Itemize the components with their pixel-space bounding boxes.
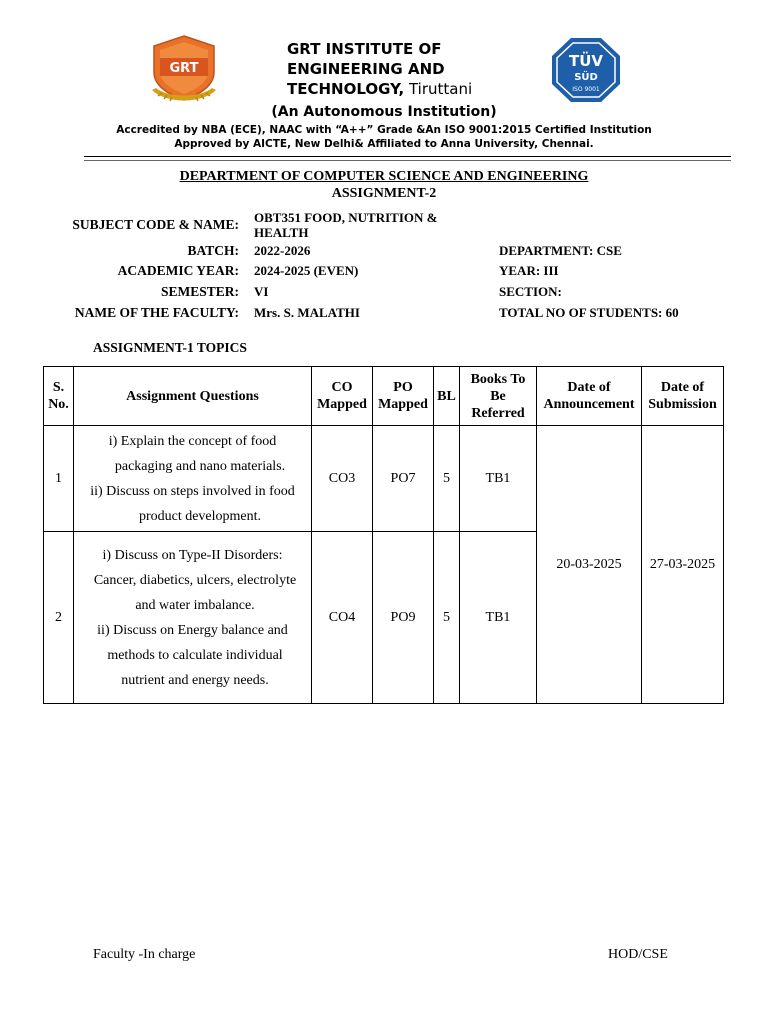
subject-label: SUBJECT CODE & NAME: <box>72 217 239 232</box>
row-po: PO9 <box>373 532 434 704</box>
grt-logo <box>146 34 222 106</box>
announcement-date: 20-03-2025 <box>537 426 642 704</box>
institute-name-line3: TECHNOLOGY, <box>287 80 405 98</box>
tuv-logo-text-2: SÜD <box>574 72 598 83</box>
hod-signature: HOD/CSE <box>608 947 668 962</box>
institute-name <box>287 39 517 99</box>
autonomous-label: (An Autonomous Institution) <box>271 104 497 120</box>
department-title: DEPARTMENT OF COMPUTER SCIENCE AND ENGINEERING <box>179 169 589 184</box>
subject-value: OBT351 FOOD, NUTRITION & HEALTH <box>254 210 438 240</box>
grt-logo-text: GRT <box>169 61 199 76</box>
table-row <box>44 426 724 532</box>
total-students-field: TOTAL NO OF STUDENTS: 60 <box>499 305 679 320</box>
header-co-mapped: CO Mapped <box>312 367 373 426</box>
assignment-title: ASSIGNMENT-2 <box>331 186 437 201</box>
topics-title: ASSIGNMENT-1 TOPICS <box>93 340 247 355</box>
faculty-label: NAME OF THE FACULTY: <box>74 305 239 320</box>
table-header-row <box>44 367 724 426</box>
accreditation-text <box>0 123 768 151</box>
institute-name-line2: ENGINEERING AND <box>287 60 445 78</box>
header-divider-thin <box>84 160 731 161</box>
assignment-table <box>43 366 724 704</box>
accreditation-line: Accredited by NBA (ECE), NAAC with “A++” Grade &An ISO 9001:2015 Certified Institution <box>116 124 652 136</box>
row-book: TB1 <box>460 426 537 532</box>
faculty-in-charge-signature: Faculty -In charge <box>93 947 196 962</box>
header-divider <box>84 156 731 157</box>
department-field: DEPARTMENT: CSE <box>499 243 622 258</box>
tuv-logo-text-1: TÜV <box>568 52 604 70</box>
row-sno: 2 <box>44 532 74 704</box>
header-po-mapped: PO Mapped <box>373 367 434 426</box>
header-announcement-date: Date of Announcement <box>537 367 642 426</box>
submission-date: 27-03-2025 <box>642 426 724 704</box>
batch-label: BATCH: <box>187 243 239 258</box>
row-bl: 5 <box>434 426 460 532</box>
row-questions: i) Discuss on Type-II Disorders: Cancer, diabetics, ulcers, electrolyte and water imbalance. ii) Discuss on Energy balance and methods to calculate individual nutrient and energy needs. <box>74 532 312 704</box>
header-sno: S. No. <box>44 367 74 426</box>
row-co: CO4 <box>312 532 373 704</box>
header-questions: Assignment Questions <box>74 367 312 426</box>
year-field: YEAR: III <box>499 263 559 278</box>
approval-line: Approved by AICTE, New Delhi& Affiliated to Anna University, Chennai. <box>174 138 594 150</box>
tuv-logo-text-3: ISO 9001 <box>572 86 600 93</box>
academic-year-label: ACADEMIC YEAR: <box>117 263 239 278</box>
institute-city: Tiruttani <box>404 80 473 98</box>
row-sno: 1 <box>44 426 74 532</box>
header-books: Books To Be Referred <box>460 367 537 426</box>
row-bl: 5 <box>434 532 460 704</box>
tuv-sud-logo <box>550 36 622 104</box>
academic-year-value: 2024-2025 (EVEN) <box>254 263 359 278</box>
row-book: TB1 <box>460 532 537 704</box>
batch-value: 2022-2026 <box>254 243 311 258</box>
section-field: SECTION: <box>499 284 562 299</box>
institute-name-line1: GRT INSTITUTE OF <box>287 40 442 58</box>
header-bl: BL <box>434 367 460 426</box>
row-co: CO3 <box>312 426 373 532</box>
header-submission-date: Date of Submission <box>642 367 724 426</box>
semester-label: SEMESTER: <box>160 284 239 299</box>
faculty-value: Mrs. S. MALATHI <box>254 305 360 320</box>
semester-value: VI <box>254 284 269 299</box>
row-questions: i) Explain the concept of food packaging and nano materials. ii) Discuss on steps involved in food product development. <box>74 426 312 532</box>
row-po: PO7 <box>373 426 434 532</box>
